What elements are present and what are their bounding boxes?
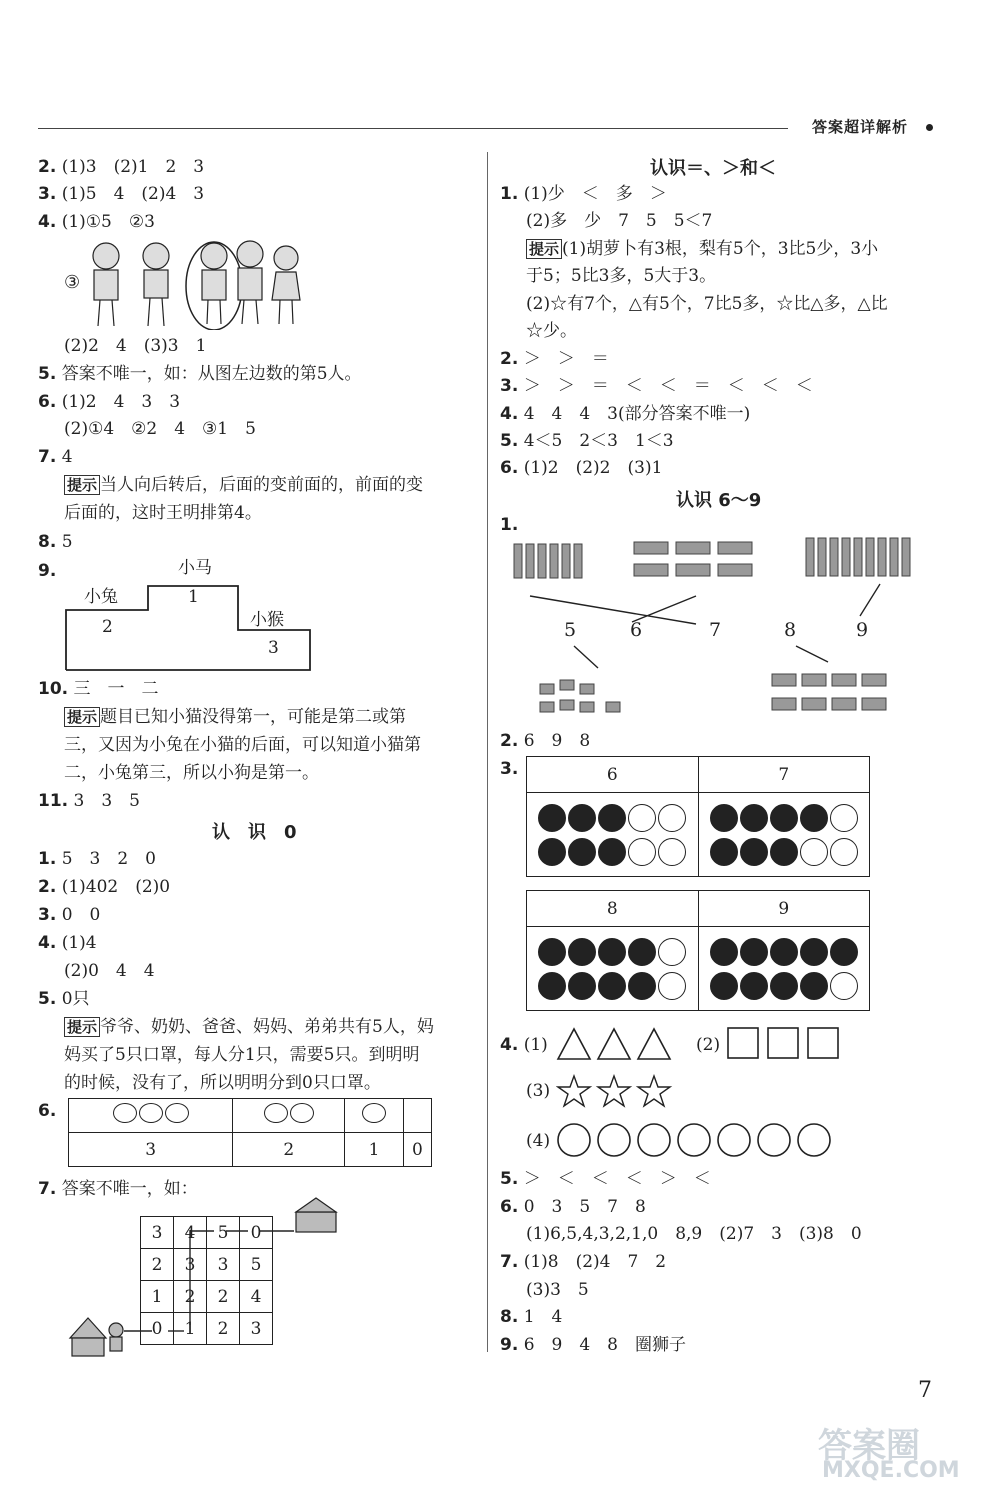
answer-row: 2. 6 9 8 xyxy=(500,731,591,751)
hint-label: 提示 xyxy=(64,1017,100,1037)
answer-row: 2. (1)3 (2)1 2 3 xyxy=(38,157,205,177)
grid-cell: 4 xyxy=(174,1217,207,1249)
answer-row: 7. (1)8 (2)4 7 2 xyxy=(500,1252,667,1272)
watermark-url: MXQE.COM xyxy=(822,1458,960,1483)
answer-row: 2. ＞ ＞ ＝ xyxy=(500,349,609,369)
watermark-logo: 答案圈 xyxy=(818,1426,920,1466)
hint-row: 的时候，没有了，所以明明分到0只口罩。 xyxy=(64,1073,381,1093)
answer-row: 5. ＞ ＜ ＜ ＜ ＞ ＜ xyxy=(500,1169,711,1189)
answer-row: 1. (1)少 ＜ 多 ＞ xyxy=(500,184,667,204)
answer-row: 8. 5 xyxy=(38,532,73,552)
dot-table-2 xyxy=(526,890,870,1011)
podium-label-rabbit: 小兔 xyxy=(84,587,118,607)
table-cell xyxy=(403,1099,431,1133)
grid-cell: 1 xyxy=(174,1313,207,1345)
match-number: 5 xyxy=(564,619,577,641)
column-divider xyxy=(487,152,488,1352)
answer-row: 6. (1)2 4 3 3 xyxy=(38,392,181,412)
answer-row: (2)①4 ②2 4 ③1 5 xyxy=(64,419,256,439)
hint-row: ☆少。 xyxy=(526,321,577,341)
hint-row: (2)☆有7个，△有5个，7比5多，☆比△多，△比 xyxy=(526,294,888,314)
answer-row: 6. (1)2 (2)2 (3)1 xyxy=(500,458,663,478)
section-title: 认识＝、＞和＜ xyxy=(650,158,776,179)
answer-row: 1. 5 3 2 0 xyxy=(38,849,156,869)
answer-row: 1. xyxy=(500,515,519,535)
hint-label: 提示 xyxy=(64,475,100,495)
grid-cell: 4 xyxy=(240,1281,273,1313)
grid-cell: 1 xyxy=(141,1281,174,1313)
answer-row: 6. 0 3 5 7 8 xyxy=(500,1197,646,1217)
answer-row: 11. 3 3 5 xyxy=(38,791,140,811)
answer-row: 2. (1)402 (2)0 xyxy=(38,877,171,897)
podium-label-monkey: 小猴 xyxy=(250,610,284,630)
table-cell: 1 xyxy=(345,1133,404,1167)
dot-cell xyxy=(527,927,699,1011)
shape-label: (4) xyxy=(526,1131,551,1151)
table-cell xyxy=(233,1099,345,1133)
star-icons xyxy=(556,1074,676,1112)
hint-row: 二，小兔第三，所以小狗是第一。 xyxy=(64,763,319,783)
match-number: 6 xyxy=(630,619,643,641)
answer-row: 3. xyxy=(500,759,519,779)
maze-path xyxy=(64,1190,344,1360)
podium-value: 2 xyxy=(102,617,113,637)
answer-row: 9. 6 9 4 8 圈狮子 xyxy=(500,1335,686,1355)
hint-row: 妈买了5只口罩，每人分1只，需要5只。到明明 xyxy=(64,1045,420,1065)
answer-row: 3. 0 0 xyxy=(38,905,101,925)
podium-value: 1 xyxy=(188,587,199,607)
shape-label: (3) xyxy=(526,1081,551,1101)
table-cell: 0 xyxy=(403,1133,431,1167)
grid-cell: 2 xyxy=(207,1281,240,1313)
dot-table-1 xyxy=(526,756,870,877)
grid-cell: 2 xyxy=(207,1313,240,1345)
table-header: 9 xyxy=(698,891,870,927)
table-cell xyxy=(69,1099,233,1133)
section-title: 认识 6～9 xyxy=(676,490,762,511)
answer-row: (2)多 少 7 5 5＜7 xyxy=(526,211,713,231)
dot-cell xyxy=(698,793,870,877)
grid-cell: 3 xyxy=(141,1217,174,1249)
answer-row: (1)6,5,4,3,2,1,0 8,9 (2)7 3 (3)8 0 xyxy=(526,1224,862,1244)
circle-icons xyxy=(556,1122,836,1158)
header-rule xyxy=(38,128,788,129)
children-figures xyxy=(64,238,304,330)
answer-row: 3. ＞ ＞ ＝ ＜ ＜ ＝ ＜ ＜ ＜ xyxy=(500,376,813,396)
answer-row: 6. xyxy=(38,1101,57,1121)
table-header: 6 xyxy=(527,757,699,793)
table-cell xyxy=(345,1099,404,1133)
grid-cell: 2 xyxy=(141,1249,174,1281)
answer-row: 4. (1)①5 ②3 xyxy=(38,212,155,232)
answer-row: 7. 4 xyxy=(38,447,73,467)
podium-label-horse: 小马 xyxy=(178,558,212,578)
grid-cell: 3 xyxy=(240,1313,273,1345)
answer-row: 10. 三 一 二 xyxy=(38,679,159,699)
table-cell: 2 xyxy=(233,1133,345,1167)
square-icons xyxy=(726,1026,842,1062)
grid-cell: 0 xyxy=(240,1217,273,1249)
hint-row: 于5；5比3多，5大于3。 xyxy=(526,266,717,286)
hint-label: 提示 xyxy=(64,707,100,727)
answer-row: 7. 答案不唯一，如： xyxy=(38,1179,198,1199)
answer-row: (2)2 4 (3)3 1 xyxy=(64,336,207,356)
zero-table xyxy=(68,1098,432,1167)
answer-row: (3)3 5 xyxy=(526,1280,589,1300)
table-header: 7 xyxy=(698,757,870,793)
hint-row: 三，又因为小兔在小猫的后面，可以知道小猫第 xyxy=(64,735,421,755)
dot-cell xyxy=(527,793,699,877)
match-number: 9 xyxy=(856,619,869,641)
answer-row: 8. 1 4 xyxy=(500,1307,563,1327)
answer-row: 5. 答案不唯一，如：从图左边数的第5人。 xyxy=(38,364,362,384)
answer-row: 4. 4 4 4 3(部分答案不唯一) xyxy=(500,404,751,424)
shape-label: (2) xyxy=(696,1035,721,1055)
hint-row: 提示 (1)胡萝卜有3根，梨有5个，3比5少，3小 xyxy=(526,238,878,260)
page-number: 7 xyxy=(918,1378,932,1403)
answer-row: 9. xyxy=(38,561,57,581)
match-number: 8 xyxy=(784,619,797,641)
match-number: 7 xyxy=(709,619,722,641)
grid-cell: 5 xyxy=(207,1217,240,1249)
hint-row: 提示 当人向后转后，后面的变前面的，前面的变 xyxy=(64,474,423,496)
circle-number: ③ xyxy=(64,272,81,293)
grid-cell: 2 xyxy=(174,1281,207,1313)
podium-value: 3 xyxy=(268,638,279,658)
triangle-icons xyxy=(556,1026,676,1062)
grid-cell: 3 xyxy=(207,1249,240,1281)
table-header: 8 xyxy=(527,891,699,927)
answer-row: 5. 0只 xyxy=(38,989,90,1009)
header-title: 答案超详解析 xyxy=(812,118,909,136)
answer-row: 5. 4＜5 2＜3 1＜3 xyxy=(500,431,674,451)
answer-row: 3. (1)5 4 (2)4 3 xyxy=(38,184,205,204)
hint-row: 提示 题目已知小猫没得第一，可能是第二或第 xyxy=(64,706,406,728)
header-dot xyxy=(926,124,933,131)
grid-cell: 5 xyxy=(240,1249,273,1281)
section-title: 认 识 0 xyxy=(212,822,297,843)
table-cell: 3 xyxy=(69,1133,233,1167)
hint-row: 提示 爷爷、奶奶、爸爸、妈妈、弟弟共有5人，妈 xyxy=(64,1016,434,1038)
answer-row: 4. (1)4 xyxy=(38,933,97,953)
grid-cell: 0 xyxy=(141,1313,174,1345)
answer-row: (2)0 4 4 xyxy=(64,961,155,981)
answer-row: 4. (1) xyxy=(500,1035,548,1055)
dot-cell xyxy=(698,927,870,1011)
hint-row: 后面的，这时王明排第4。 xyxy=(64,503,262,523)
grid-cell: 3 xyxy=(174,1249,207,1281)
children-illustration xyxy=(64,238,304,330)
hint-label: 提示 xyxy=(526,239,562,259)
